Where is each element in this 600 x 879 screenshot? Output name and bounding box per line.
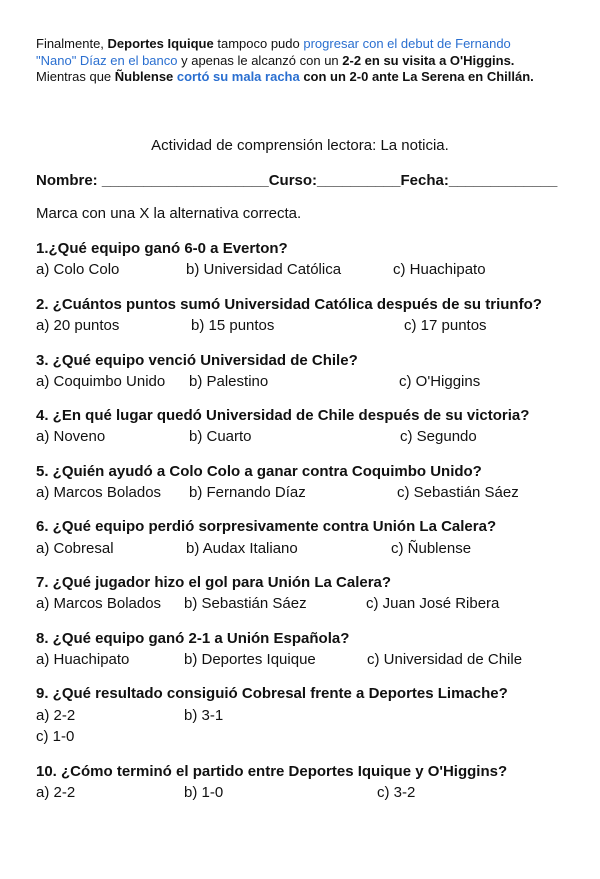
- question-5-option-b: b) Fernando Díaz: [189, 484, 306, 501]
- question-7-option-a: a) Marcos Bolados: [36, 595, 162, 612]
- question-1-option-c: c) Huachipato: [393, 261, 486, 278]
- nombre-label: Nombre:: [36, 172, 102, 189]
- question-7-title: 7. ¿Qué jugador hizo el gol para Unión La Calera?: [36, 574, 392, 591]
- question-3-option-b: b) Palestino: [189, 373, 269, 390]
- news-paragraph: [36, 36, 534, 86]
- question-8-title: 8. ¿Qué equipo ganó 2-1 a Unión Española?: [36, 630, 350, 647]
- student-info-line: [36, 171, 557, 191]
- question-10-option-b: b) 1-0: [184, 784, 224, 801]
- question-4-options: [0, 426, 600, 447]
- nombre-field[interactable]: ____________________: [101, 172, 269, 189]
- news-text: Finalmente,: [36, 36, 108, 51]
- question-6-option-c: c) Ñublense: [391, 540, 472, 557]
- news-line-2: [36, 53, 534, 70]
- question-1-option-b: b) Universidad Católica: [186, 261, 342, 278]
- question-8-option-b: b) Deportes Iquique: [184, 651, 316, 668]
- news-line-1: [36, 36, 534, 53]
- question-6-options: [0, 538, 600, 559]
- question-10-option-c: c) 3-2: [377, 784, 416, 801]
- question-9-title: 9. ¿Qué resultado consiguió Cobresal frente a Deportes Limache?: [36, 685, 508, 702]
- question-9-options: [0, 705, 600, 726]
- question-7-option-b: b) Sebastián Sáez: [184, 595, 307, 612]
- question-2-options: [0, 315, 600, 336]
- news-bold-result: con un 2-0 ante La Serena en Chillán.: [299, 69, 534, 84]
- news-bold-team: Ñublense: [114, 69, 177, 84]
- question-9-options-continued: [0, 726, 600, 747]
- question-4-title: 4. ¿En qué lugar quedó Universidad de Chile después de su victoria?: [36, 407, 530, 424]
- question-5-title: 5. ¿Quién ayudó a Colo Colo a ganar contra Coquimbo Unido?: [36, 463, 482, 480]
- question-1-title: 1.¿Qué equipo ganó 6-0 a Everton?: [36, 240, 288, 257]
- fecha-label: Fecha:: [400, 172, 449, 189]
- question-2-option-a: a) 20 puntos: [36, 317, 120, 334]
- activity-title: Actividad de comprensión lectora: La noticia.: [151, 137, 449, 154]
- curso-label: Curso:: [268, 172, 318, 189]
- question-10-title: 10. ¿Cómo terminó el partido entre Deportes Iquique y O'Higgins?: [36, 763, 508, 780]
- question-8-options: [0, 649, 600, 670]
- question-9-option-b: b) 3-1: [184, 707, 224, 724]
- news-bold-result: 2-2 en su visita a O'Higgins.: [342, 52, 515, 68]
- question-7-option-c: c) Juan José Ribera: [366, 595, 500, 612]
- news-link-fernando-diaz-part-2[interactable]: "Nano" Díaz en el banco: [36, 52, 178, 68]
- question-4-option-a: a) Noveno: [36, 428, 106, 445]
- question-5-option-a: a) Marcos Bolados: [36, 484, 162, 501]
- question-1-options: [0, 259, 600, 280]
- question-7-options: [0, 593, 600, 614]
- question-6-option-b: b) Audax Italiano: [186, 540, 298, 557]
- question-2-option-c: c) 17 puntos: [404, 317, 487, 334]
- curso-field[interactable]: __________: [317, 172, 401, 189]
- question-3-options: [0, 371, 600, 392]
- news-link-nublense-racha[interactable]: cortó su mala racha: [176, 69, 300, 84]
- question-2-title: 2. ¿Cuántos puntos sumó Universidad Católica después de su triunfo?: [36, 296, 542, 313]
- news-bold-team: Deportes Iquique: [107, 36, 214, 51]
- question-10-options: [0, 782, 600, 803]
- news-text: Mientras que: [36, 69, 115, 84]
- fecha-field[interactable]: _____________: [448, 172, 558, 189]
- question-2-option-b: b) 15 puntos: [191, 317, 275, 334]
- question-9-option-a: a) 2-2: [36, 707, 76, 724]
- question-1-option-a: a) Colo Colo: [36, 261, 120, 278]
- question-8-option-c: c) Universidad de Chile: [367, 651, 523, 668]
- question-8-option-a: a) Huachipato: [36, 651, 130, 668]
- question-10-option-a: a) 2-2: [36, 784, 76, 801]
- news-link-fernando-diaz-part-1[interactable]: progresar con el debut de Fernando: [303, 36, 511, 51]
- news-line-3: [36, 69, 534, 86]
- question-3-option-a: a) Coquimbo Unido: [36, 373, 166, 390]
- question-3-option-c: c) O'Higgins: [399, 373, 481, 390]
- question-4-option-b: b) Cuarto: [189, 428, 252, 445]
- question-5-options: [0, 482, 600, 503]
- question-6-option-a: a) Cobresal: [36, 540, 114, 557]
- instruction-text: Marca con una X la alternativa correcta.: [36, 205, 302, 222]
- question-5-option-c: c) Sebastián Sáez: [397, 484, 519, 501]
- question-3-title: 3. ¿Qué equipo venció Universidad de Chile?: [36, 352, 358, 369]
- question-9-option-c: c) 1-0: [36, 728, 75, 745]
- question-4-option-c: c) Segundo: [400, 428, 477, 445]
- news-text: tampoco pudo: [213, 36, 304, 51]
- question-6-title: 6. ¿Qué equipo perdió sorpresivamente contra Unión La Calera?: [36, 518, 497, 535]
- news-text: y apenas le alcanzó con un: [177, 52, 343, 68]
